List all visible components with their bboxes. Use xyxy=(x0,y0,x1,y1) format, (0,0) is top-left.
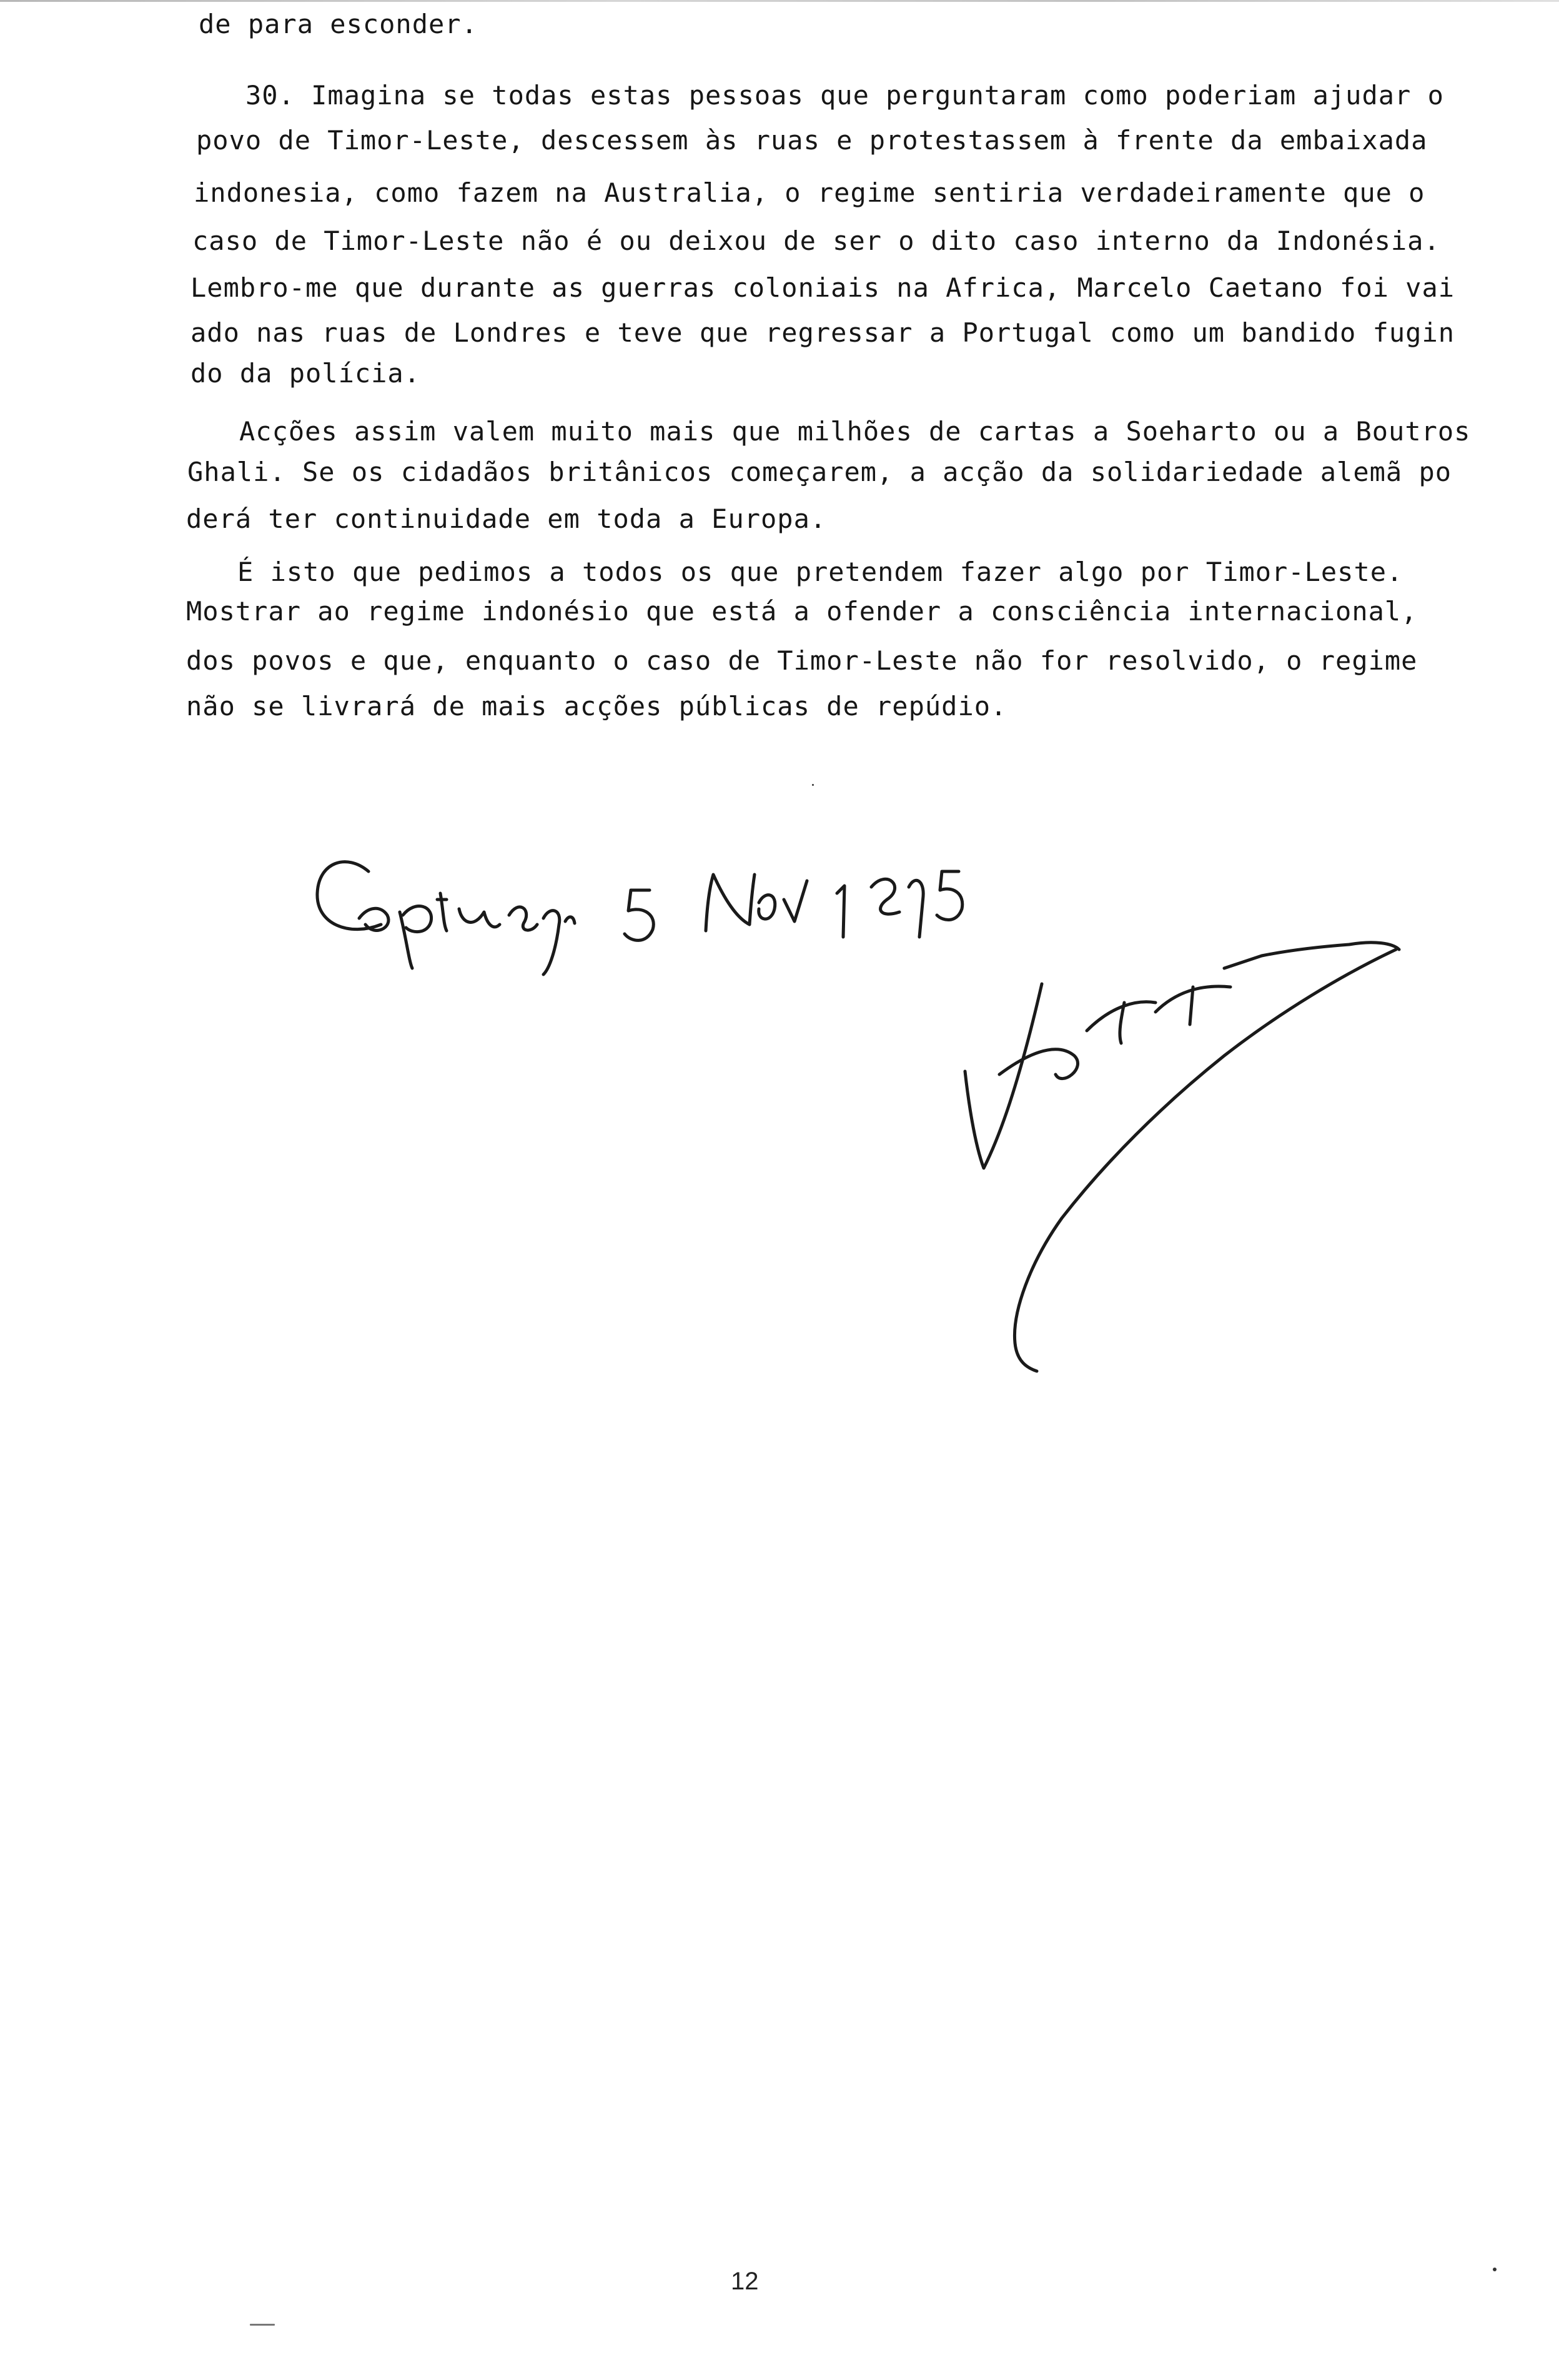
handwritten-date xyxy=(317,862,963,974)
text-line: Lembro-me que durante as guerras coloniais na Africa, Marcelo Caetano foi vai xyxy=(191,272,1455,303)
text-line: indonesia, como fazem na Australia, o regime sentiria verdadeiramente que o xyxy=(194,177,1425,208)
scan-speck xyxy=(250,2324,275,2326)
text-line: Acções assim valem muito mais que milhões de cartas a Soeharto ou a Boutros xyxy=(239,416,1471,447)
text-line: dos povos e que, enquanto o caso de Timor-Leste não for resolvido, o regime xyxy=(186,645,1418,676)
scan-speck xyxy=(812,784,814,786)
text-line: derá ter continuidade em toda a Europa. xyxy=(186,503,827,534)
signature xyxy=(965,943,1399,1371)
text-line: não se livrará de mais acções públicas de repúdio. xyxy=(186,691,1007,721)
scan-speck xyxy=(1493,2268,1497,2271)
text-line: caso de Timor-Leste não é ou deixou de ser o dito caso interno da Indonésia. xyxy=(192,226,1440,256)
text-line: de para esconder. xyxy=(199,9,478,39)
page-number: 12 xyxy=(731,2268,759,2295)
text-line: ado nas ruas de Londres e teve que regressar a Portugal como um bandido fugin xyxy=(191,317,1455,348)
text-line: É isto que pedimos a todos os que pretendem fazer algo por Timor-Leste. xyxy=(237,557,1403,587)
text-line: povo de Timor-Leste, descessem às ruas e protestassem à frente da embaixada xyxy=(196,125,1428,156)
text-line: do da polícia. xyxy=(191,358,421,389)
text-line: Mostrar ao regime indonésio que está a ofender a consciência internacional, xyxy=(186,596,1418,627)
text-line: Ghali. Se os cidadãos britânicos começarem, a acção da solidariedade alemã po xyxy=(187,457,1452,487)
text-line: 30. Imagina se todas estas pessoas que perguntaram como poderiam ajudar o xyxy=(245,80,1444,111)
